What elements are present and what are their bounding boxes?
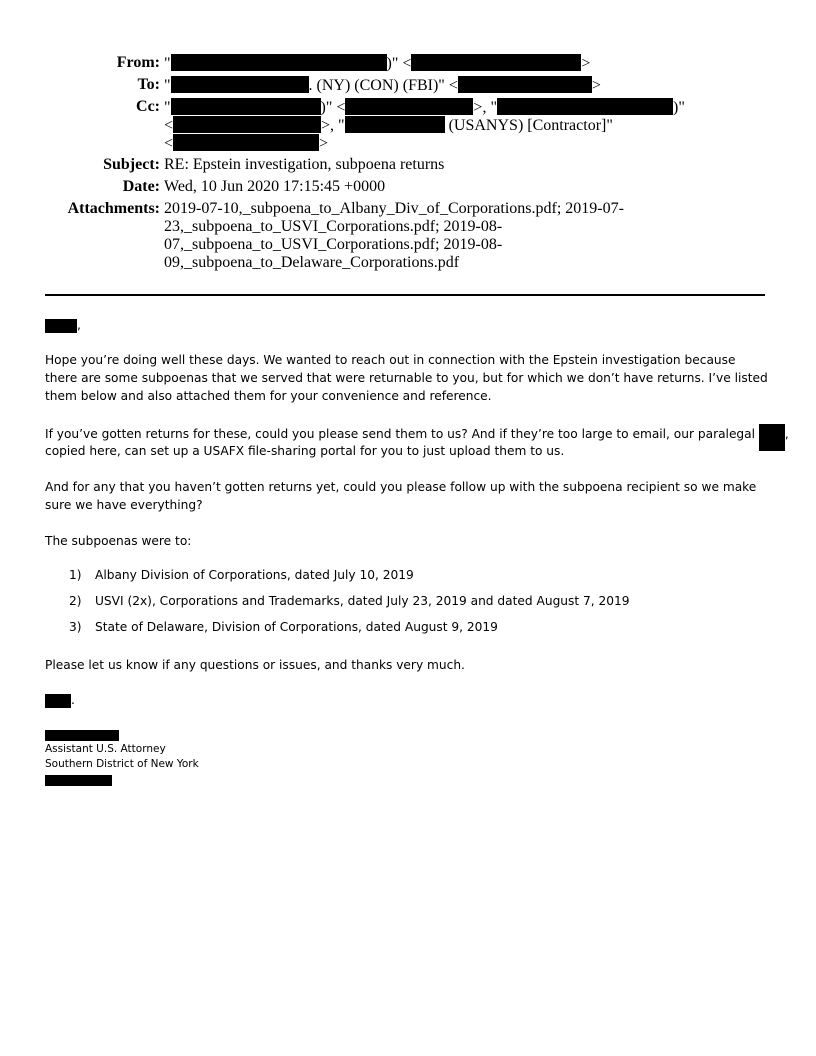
- body-paragraph-1: Hope you’re doing well these days. We wanted to reach out in connection with the Epstein investigation because there are some subpoenas that we served that were returnable to you, but for which we don’t have returns. I’ve listed them below and also attached them for your convenience and reference.: [45, 353, 768, 403]
- subject-label: Subject:: [103, 156, 160, 173]
- to-label: To:: [137, 76, 160, 93]
- redaction: [173, 134, 319, 151]
- list-number: 1): [69, 568, 82, 582]
- list-number: 2): [69, 594, 82, 608]
- redaction: [45, 694, 71, 708]
- attachment-line: 09,_subpoena_to_Delaware_Corporations.pdf: [164, 254, 460, 271]
- attachments-label: Attachments:: [67, 200, 160, 217]
- cc-value-line2: < >, " (USANYS) [Contractor]": [164, 117, 613, 134]
- greeting-comma: ,: [77, 318, 81, 332]
- signature-title: Assistant U.S. Attorney: [45, 743, 166, 755]
- list-number: 3): [69, 620, 82, 634]
- attachment-line: 23,_subpoena_to_USVI_Corporations.pdf; 2019-08-: [164, 218, 503, 235]
- cc-label: Cc:: [136, 98, 160, 115]
- body-paragraph-2-line1: If you’ve gotten returns for these, could you please send them to us? And if they’re too large to email, our paralegal ,: [45, 424, 770, 451]
- redaction: [45, 319, 77, 333]
- cc-value-line1: " )" < >, " )": [164, 99, 685, 116]
- redaction: [171, 54, 387, 71]
- to-value: " . (NY) (CON) (FBI)" < >: [164, 77, 601, 94]
- body-paragraph-2-line2: copied here, can set up a USAFX file-sharing portal for you to just upload them to us.: [45, 444, 565, 458]
- body-paragraph-3: And for any that you haven’t gotten returns yet, could you please follow up with the subpoena recipient so we make sure we have everything?: [45, 480, 757, 512]
- signature-office: Southern District of New York: [45, 758, 199, 770]
- redaction: [345, 98, 473, 115]
- list-intro: The subpoenas were to:: [45, 534, 192, 548]
- closing-line: Please let us know if any questions or issues, and thanks very much.: [45, 658, 465, 672]
- redaction: [458, 76, 592, 93]
- redaction: [411, 54, 581, 71]
- list-item: Albany Division of Corporations, dated July 10, 2019: [95, 568, 414, 582]
- date-label: Date:: [122, 178, 160, 195]
- redaction: [171, 76, 309, 93]
- redaction: [173, 116, 321, 133]
- attachment-line: 2019-07-10,_subpoena_to_Albany_Div_of_Corporations.pdf; 2019-07-: [164, 200, 624, 217]
- list-item: State of Delaware, Division of Corporations, dated August 9, 2019: [95, 620, 498, 634]
- redaction: [345, 116, 445, 133]
- redaction: [45, 775, 112, 786]
- list-item: USVI (2x), Corporations and Trademarks, dated July 23, 2019 and dated August 7, 2019: [95, 594, 630, 608]
- date-value: Wed, 10 Jun 2020 17:15:45 +0000: [164, 178, 386, 195]
- redaction: [45, 730, 119, 741]
- from-value: " )" < >: [164, 55, 591, 72]
- subject-value: RE: Epstein investigation, subpoena returns: [164, 156, 445, 173]
- redaction: [171, 98, 321, 115]
- signoff-period: .: [71, 693, 75, 707]
- attachment-line: 07,_subpoena_to_USVI_Corporations.pdf; 2019-08-: [164, 236, 503, 253]
- from-label: From:: [116, 54, 160, 71]
- header-divider: [45, 294, 765, 296]
- redaction: [497, 98, 673, 115]
- cc-value-line3: < >: [164, 135, 329, 152]
